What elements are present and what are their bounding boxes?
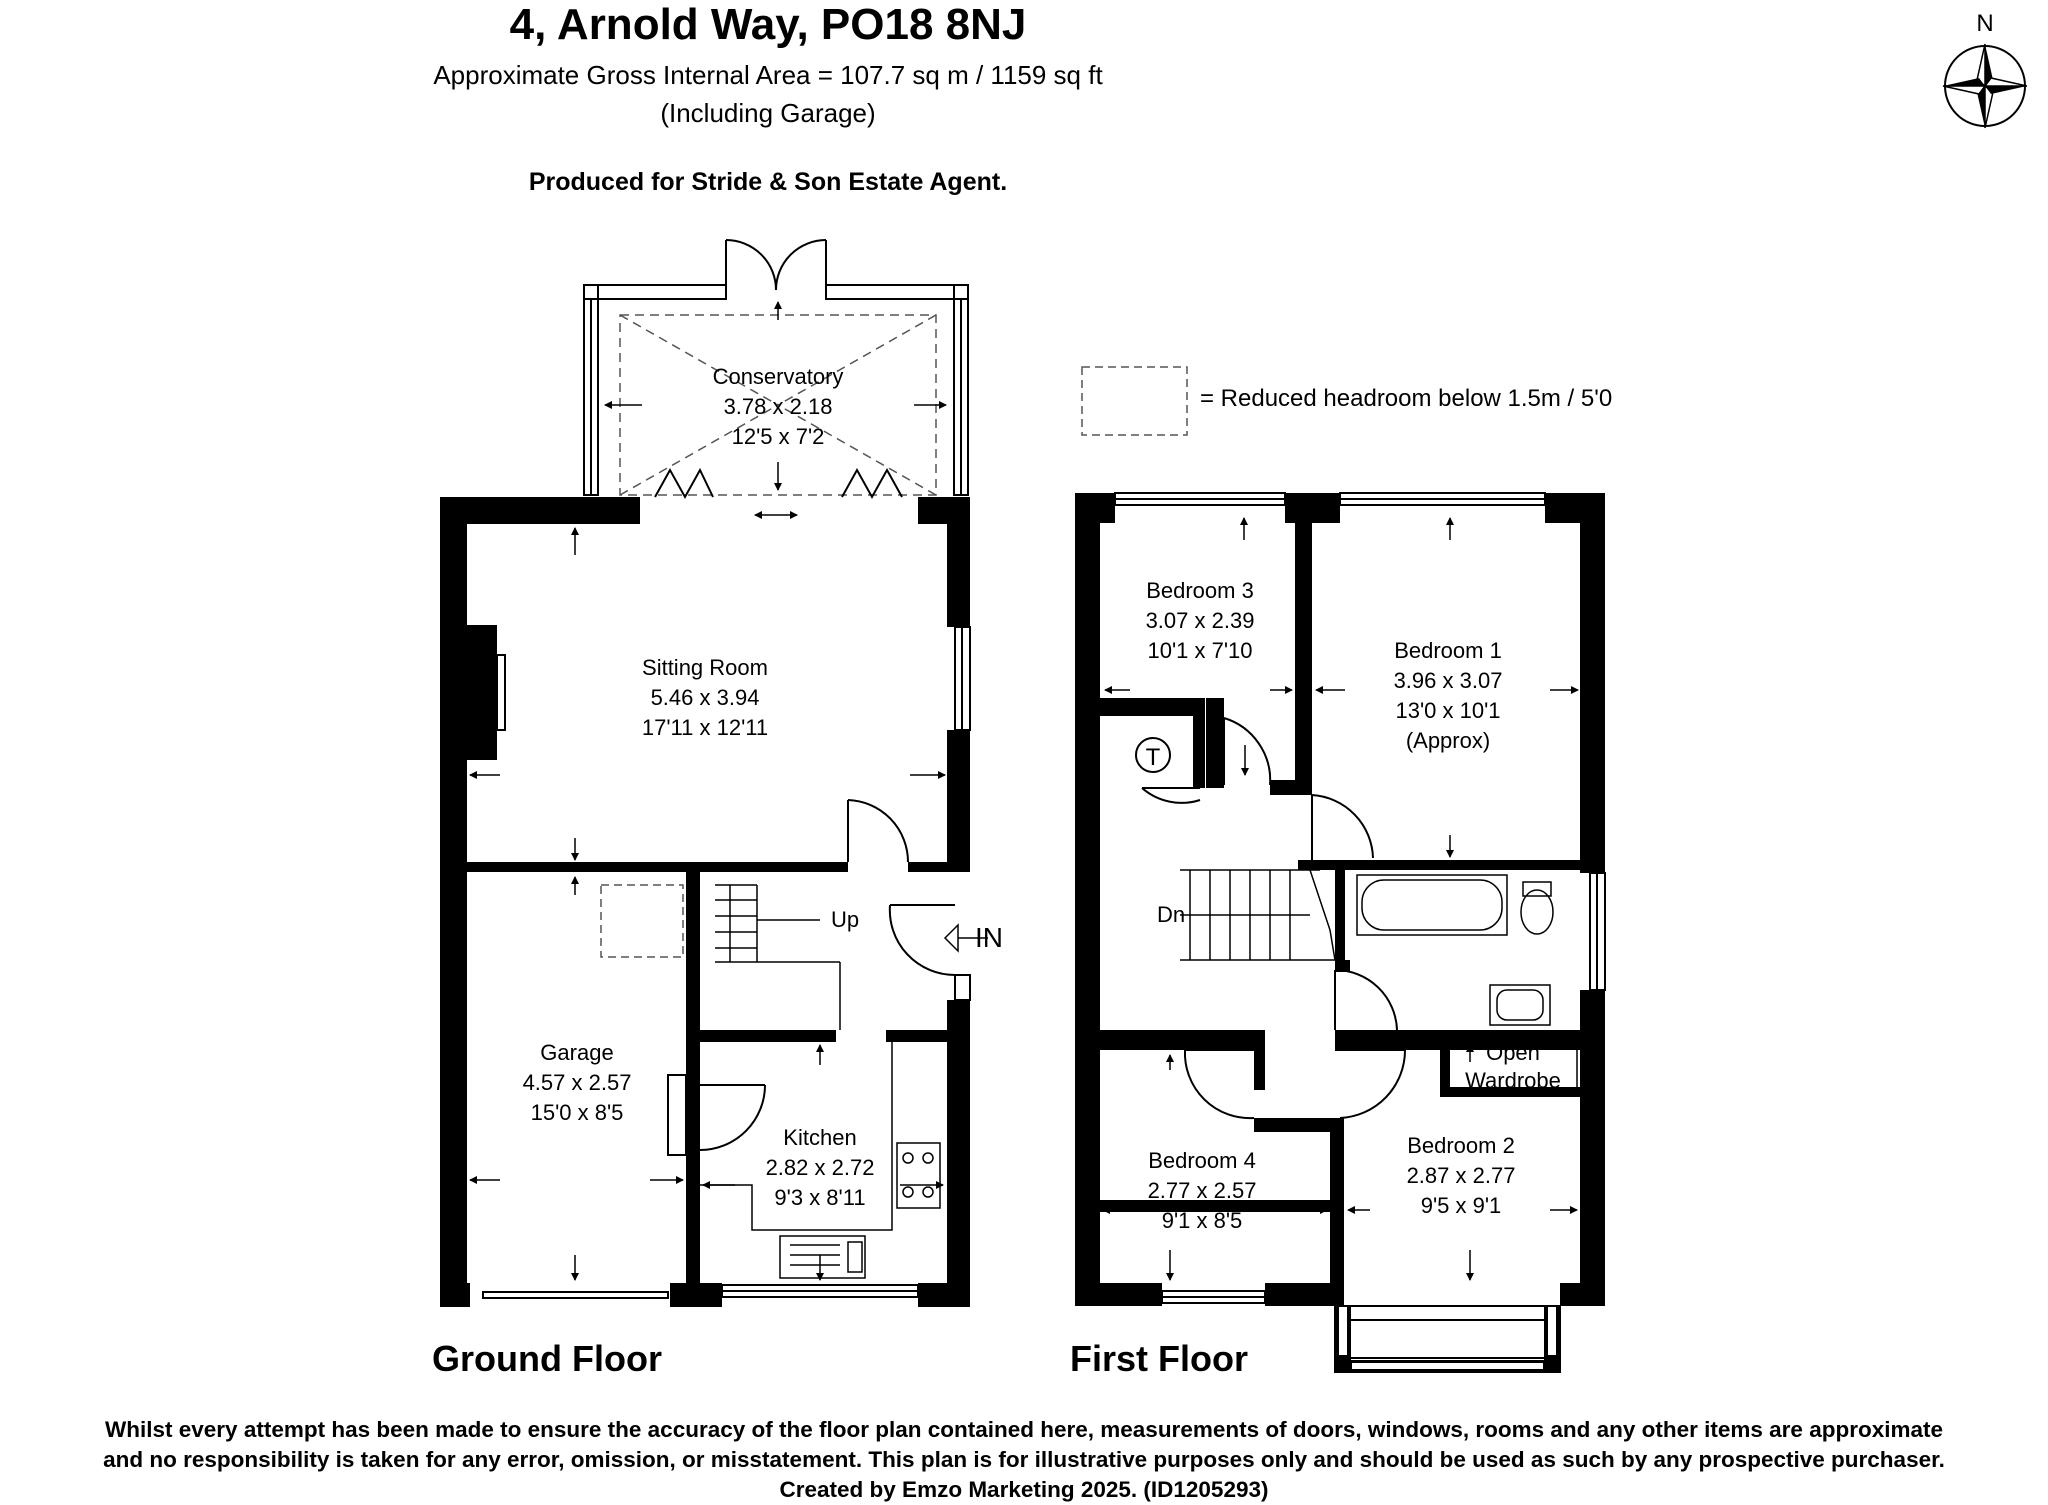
stairs-up xyxy=(715,885,840,1030)
legend xyxy=(1082,367,1612,435)
legend-text: = Reduced headroom below 1.5m / 5'0 xyxy=(1200,385,1613,412)
hob-icon xyxy=(897,1143,940,1208)
bedroom1-metric: 3.96 x 3.07 xyxy=(1393,668,1503,693)
sitting-room-imperial: 17'11 x 12'11 xyxy=(641,715,769,740)
bedroom1-note: (Approx) xyxy=(1405,728,1491,753)
bedroom2-metric: 2.87 x 2.77 xyxy=(1406,1163,1516,1188)
ground-floor-dimension-arrows xyxy=(470,302,946,1280)
produced-for: Produced for Stride & Son Estate Agent. xyxy=(528,168,1008,196)
kitchen-imperial: 9'3 x 8'11 xyxy=(774,1185,866,1210)
bedroom3-name: Bedroom 3 xyxy=(1146,578,1254,603)
front-door-window xyxy=(955,975,970,1000)
bedroom4-metric: 2.77 x 2.57 xyxy=(1147,1178,1257,1203)
sitting-room-metric: 5.46 x 3.94 xyxy=(650,685,760,710)
bedroom2-imperial: 9'5 x 9'1 xyxy=(1420,1193,1502,1218)
reduced-headroom-swatch xyxy=(1082,367,1187,435)
bedroom3-imperial: 10'1 x 7'10 xyxy=(1147,638,1253,663)
garage-reduced-headroom xyxy=(601,885,683,957)
first-floor-plan xyxy=(1075,493,1605,1372)
kitchen-name: Kitchen xyxy=(783,1125,857,1150)
ground-floor-plan xyxy=(440,240,1003,1307)
compass-north-label: N xyxy=(1976,10,1994,37)
entrance-label: IN xyxy=(975,922,1003,953)
disclaimer-line-3: Created by Emzo Marketing 2025. (ID1205293) xyxy=(779,1477,1269,1502)
garage-imperial: 15'0 x 8'5 xyxy=(530,1100,624,1125)
disclaimer-line-1: Whilst every attempt has been made to ensure the accuracy of the floor plan contained here, measurements of doors, windows, rooms and any other items are approximate xyxy=(105,1417,1943,1442)
conservatory-name: Conservatory xyxy=(712,364,844,389)
bedroom4-name: Bedroom 4 xyxy=(1148,1148,1256,1173)
garage-name: Garage xyxy=(540,1040,614,1065)
bedroom4-imperial: 9'1 x 8'5 xyxy=(1161,1208,1243,1233)
sitting-room-name: Sitting Room xyxy=(642,655,768,680)
disclaimer-line-2: and no responsibility is taken for any error, omission, or misstatement. This plan is for illustrative purposes only and should be used as such by any prospective purchaser. xyxy=(103,1447,1945,1472)
compass-rose-icon xyxy=(1943,10,2027,128)
conservatory-imperial: 12'5 x 7'2 xyxy=(731,424,825,449)
wardrobe-label-line-2: Wardrobe xyxy=(1465,1068,1561,1093)
bedroom2-name: Bedroom 2 xyxy=(1407,1133,1515,1158)
bathroom-fittings xyxy=(1357,875,1553,1025)
first-floor-room-labels xyxy=(1146,578,1561,1233)
basin-icon xyxy=(1490,985,1550,1025)
area-line: Approximate Gross Internal Area = 107.7 sq m / 1159 sq ft xyxy=(433,60,1103,90)
conservatory-french-doors xyxy=(726,240,826,290)
stairs-down-label: Dn xyxy=(1156,902,1186,927)
garage-door xyxy=(483,1292,668,1298)
stairs-up-label: Up xyxy=(830,907,860,932)
ground-floor-doors xyxy=(668,800,955,1155)
conservatory-walls xyxy=(584,285,968,495)
page-title: 4, Arnold Way, PO18 8NJ xyxy=(509,0,1027,49)
fireplace-icon xyxy=(497,655,505,730)
garage-metric: 4.57 x 2.57 xyxy=(522,1070,632,1095)
wardrobe-label-line-1: Open xyxy=(1486,1040,1540,1065)
tank-label: T xyxy=(1145,744,1161,771)
conservatory-metric: 3.78 x 2.18 xyxy=(723,394,833,419)
stairs-down xyxy=(1180,870,1335,960)
bedroom3-metric: 3.07 x 2.39 xyxy=(1145,608,1255,633)
ground-floor-label: Ground Floor xyxy=(432,1338,662,1379)
bedroom1-name: Bedroom 1 xyxy=(1394,638,1502,663)
area-note: (Including Garage) xyxy=(660,98,876,128)
bay-window-bottom xyxy=(1335,1306,1560,1320)
first-floor-label: First Floor xyxy=(1070,1338,1248,1379)
bedroom1-imperial: 13'0 x 10'1 xyxy=(1395,698,1501,723)
kitchen-metric: 2.82 x 2.72 xyxy=(765,1155,875,1180)
bath-icon xyxy=(1357,875,1507,935)
